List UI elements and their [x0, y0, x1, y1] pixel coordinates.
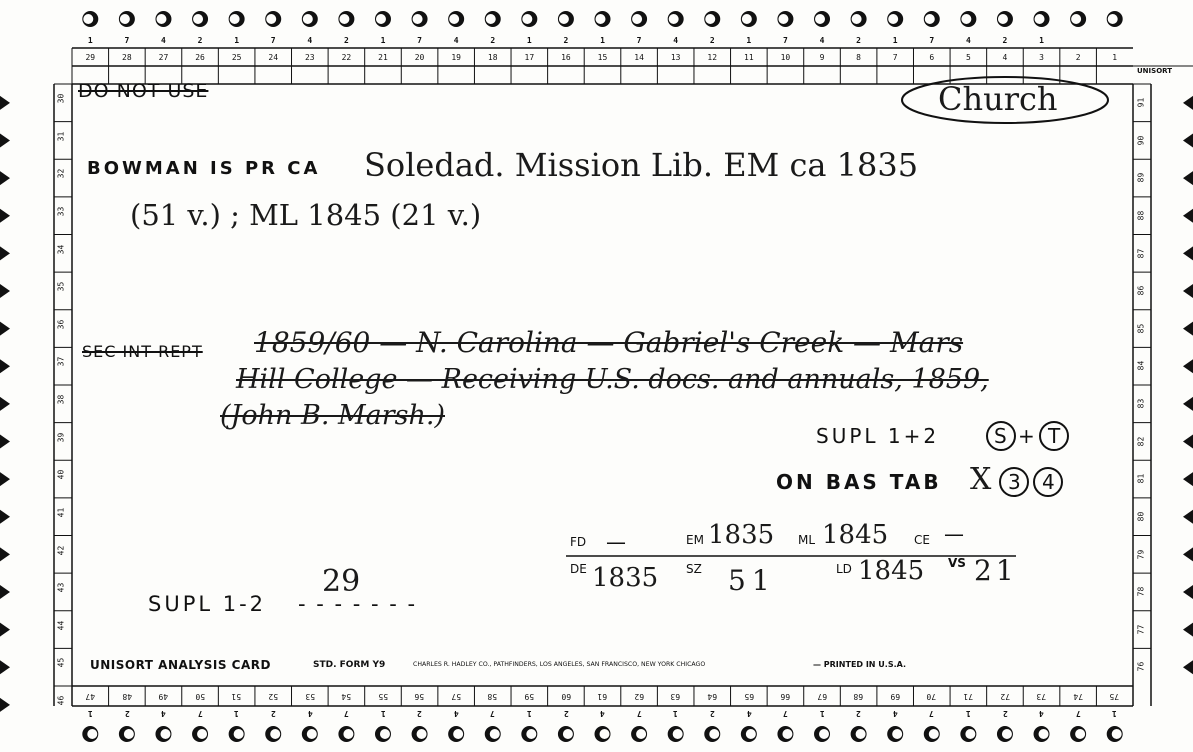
category-label: Church: [938, 80, 1058, 118]
top-punch-hole-center: [888, 14, 898, 24]
bottom-code: 7: [197, 709, 203, 718]
bottom-code: 1: [87, 709, 93, 718]
de-value: 1835: [592, 563, 659, 593]
top-code: 4: [307, 36, 313, 45]
bottom-code: 1: [673, 709, 679, 718]
top-code: 7: [124, 36, 130, 45]
bottom-code: 7: [1075, 709, 1081, 718]
left-number: 35: [56, 281, 66, 292]
top-punch-hole-center: [669, 14, 679, 24]
bottom-punch-hole-center: [124, 729, 134, 739]
top-number: 25: [231, 53, 242, 62]
top-number: 12: [707, 53, 718, 62]
top-punch-hole-center: [376, 14, 386, 24]
right-notch-icon: [1183, 510, 1193, 524]
bottom-code: 7: [343, 709, 349, 718]
top-code: 1: [380, 36, 386, 45]
bottom-number: 75: [1109, 692, 1120, 701]
bottom-code: 1: [526, 709, 532, 718]
bottom-number: 67: [817, 692, 827, 701]
top-punch-hole-center: [230, 14, 240, 24]
right-number: 77: [1136, 624, 1146, 635]
vs-value: 21: [974, 554, 1018, 587]
top-punch-hole-center: [1108, 14, 1118, 24]
bottom-punch-hole-center: [490, 729, 500, 739]
top-code: 7: [417, 36, 422, 45]
top-number: 2: [1075, 53, 1081, 62]
bottom-punch-hole-center: [929, 729, 939, 739]
left-notch-icon: [0, 171, 10, 185]
bottom-punch-hole-center: [600, 729, 610, 739]
left-notch-icon: [0, 322, 10, 336]
right-notch-icon: [1183, 397, 1193, 411]
bottom-number: 49: [158, 692, 169, 701]
top-code: 2: [856, 36, 861, 45]
top-punch-hole-center: [449, 14, 459, 24]
right-notch-icon: [1183, 246, 1193, 260]
left-notch-icon: [0, 660, 10, 674]
ml-value: 1845: [822, 520, 889, 550]
bottom-punch-hole-center: [526, 729, 536, 739]
bottom-number: 48: [122, 692, 132, 701]
bottom-number: 59: [524, 692, 535, 701]
bottom-number: 62: [634, 692, 644, 701]
supl-1-2-label: SUPL 1-2: [148, 592, 267, 616]
top-punch-hole-center: [303, 14, 313, 24]
top-number: 26: [195, 53, 205, 62]
sec-line-3: (John B. Marsh.): [220, 400, 445, 431]
bottom-code: 1: [965, 709, 971, 718]
bottom-code: 4: [746, 709, 752, 718]
bottom-number: 53: [304, 692, 315, 701]
bottom-punch-hole-center: [307, 729, 317, 739]
unisort-side-label: UNISORT: [1137, 67, 1172, 75]
bottom-punch-hole-center: [234, 729, 244, 739]
top-code: 1: [526, 36, 532, 45]
right-notch-icon: [1183, 623, 1193, 637]
top-code: 1: [746, 36, 752, 45]
left-notch-icon: [0, 359, 10, 373]
bottom-punch-hole-center: [1002, 729, 1012, 739]
do-not-use-label: DO NOT USE: [78, 80, 209, 102]
top-number: 18: [487, 53, 498, 62]
right-number: 81: [1136, 473, 1146, 484]
bottom-number: 55: [378, 692, 388, 701]
supl-1-2-value: 29: [322, 564, 361, 599]
right-notch-icon: [1183, 434, 1193, 448]
top-number: 23: [304, 53, 315, 62]
top-number: 14: [634, 53, 644, 62]
right-number: 85: [1136, 323, 1146, 334]
right-notch-icon: [1183, 171, 1193, 185]
tab-3: 3: [1008, 470, 1021, 494]
ml-label: ML: [798, 533, 816, 547]
top-code: 2: [1002, 36, 1008, 45]
ce-label: CE: [914, 533, 930, 547]
right-notch-icon: [1183, 322, 1193, 336]
top-code: 4: [819, 36, 825, 45]
bottom-number: 64: [707, 692, 718, 701]
right-notch-icon: [1183, 133, 1193, 147]
bottom-code: 2: [417, 709, 422, 718]
bottom-punch-hole-center: [417, 729, 427, 739]
sec-line-2: Hill College — Receiving U.S. docs. and annuals, 1859,: [236, 364, 989, 395]
right-number: 89: [1136, 172, 1146, 183]
right-number: 80: [1136, 511, 1146, 522]
bottom-punch-hole-center: [892, 729, 902, 739]
left-notch-icon: [0, 284, 10, 298]
bottom-number: 73: [1036, 692, 1047, 701]
top-number: 5: [965, 53, 971, 62]
right-number: 84: [1136, 361, 1146, 371]
bottom-number: 72: [1000, 692, 1010, 701]
top-code: 4: [673, 36, 679, 45]
top-number: 16: [561, 53, 571, 62]
footer-maker: CHARLES R. HADLEY CO., PATHFINDERS, LOS ANGELES, SAN FRANCISCO, NEW YORK CHICAGO: [413, 661, 706, 668]
top-punch-hole-center: [413, 14, 423, 24]
bottom-punch-hole-center: [1075, 729, 1085, 739]
em-label: EM: [686, 533, 704, 547]
fd-dash: —: [606, 530, 626, 554]
top-code: 7: [270, 36, 276, 45]
top-number: 19: [451, 53, 461, 62]
top-code: 4: [161, 36, 166, 45]
left-number: 39: [56, 432, 66, 442]
fd-label: FD: [570, 535, 587, 549]
right-notch-icon: [1183, 472, 1193, 486]
top-number: 24: [268, 53, 279, 62]
top-number: 6: [929, 53, 935, 62]
bottom-number: 47: [85, 692, 96, 701]
top-punch-hole-center: [193, 14, 203, 24]
bottom-number: 70: [926, 692, 937, 701]
top-code: 4: [965, 36, 971, 45]
bottom-number: 74: [1073, 692, 1083, 701]
left-number: 45: [56, 658, 66, 668]
right-number: 86: [1136, 285, 1146, 296]
bottom-code: 4: [161, 709, 166, 718]
right-number: 90: [1136, 135, 1146, 145]
right-notch-icon: [1183, 96, 1193, 110]
top-number: 11: [744, 53, 754, 62]
left-notch-icon: [0, 96, 10, 110]
left-notch-icon: [0, 133, 10, 147]
bottom-code: 7: [783, 709, 788, 718]
bottom-punch-hole-center: [709, 729, 719, 739]
bottom-code: 2: [124, 709, 130, 718]
bottom-punch-hole-center: [819, 729, 829, 739]
left-notch-icon: [0, 510, 10, 524]
top-number: 7: [892, 53, 898, 62]
right-number: 87: [1136, 248, 1146, 258]
top-number: 29: [85, 53, 96, 62]
bottom-number: 61: [597, 692, 608, 701]
bottom-code: 4: [453, 709, 459, 718]
sz-value: 51: [728, 564, 776, 597]
top-number: 28: [122, 53, 132, 62]
left-number: 30: [56, 93, 66, 104]
bottom-code: 7: [929, 709, 935, 718]
left-notch-icon: [0, 547, 10, 561]
top-code: 2: [563, 36, 569, 45]
left-notch-icon: [0, 397, 10, 411]
top-punch-hole-center: [596, 14, 606, 24]
left-number: 44: [56, 620, 66, 631]
holding-line-2: (51 v.) ; ML 1845 (21 v.): [130, 198, 482, 232]
footer-printed: — PRINTED IN U.S.A.: [813, 660, 906, 669]
top-punch-hole-center: [632, 14, 642, 24]
top-number: 1: [1112, 53, 1118, 62]
bottom-number: 58: [487, 692, 498, 701]
bottom-code: 4: [307, 709, 313, 718]
top-punch-hole-center: [522, 14, 532, 24]
bottom-punch-hole-center: [563, 729, 573, 739]
bottom-punch-hole-center: [746, 729, 756, 739]
bottom-number: 63: [670, 692, 681, 701]
right-number: 78: [1136, 586, 1146, 597]
vs-label: VS: [948, 556, 966, 570]
top-number: 17: [524, 53, 535, 62]
bottom-punch-hole-center: [453, 729, 463, 739]
bottom-number: 54: [341, 692, 352, 701]
bottom-punch-hole-center: [965, 729, 975, 739]
top-code: 7: [783, 36, 788, 45]
left-number: 41: [56, 507, 66, 518]
top-number: 3: [1039, 53, 1044, 62]
de-label: DE: [570, 562, 587, 576]
left-number: 32: [56, 168, 66, 179]
bottom-number: 50: [195, 692, 205, 701]
bottom-number: 65: [744, 692, 754, 701]
holding-line-1: Soledad. Mission Lib. EM ca 1835: [364, 146, 919, 184]
bottom-number: 60: [561, 692, 571, 701]
left-number: 33: [56, 206, 66, 217]
on-bas-tab-label: ON BAS TAB: [776, 470, 942, 494]
top-number: 4: [1002, 53, 1008, 62]
top-number: 22: [341, 53, 352, 62]
typed-heading: BOWMAN IS PR CA: [87, 158, 321, 179]
bottom-punch-hole-center: [87, 729, 97, 739]
bottom-punch-hole-center: [270, 729, 280, 739]
top-code: 4: [453, 36, 459, 45]
top-punch-hole-center: [1071, 14, 1081, 24]
top-number: 21: [378, 53, 388, 62]
top-punch-hole-center: [559, 14, 569, 24]
bottom-punch-hole-center: [197, 729, 207, 739]
top-number: 8: [856, 53, 861, 62]
top-punch-hole-center: [742, 14, 752, 24]
right-notch-icon: [1183, 585, 1193, 599]
bottom-number: 69: [890, 692, 900, 701]
top-number: 9: [819, 53, 825, 62]
left-notch-icon: [0, 623, 10, 637]
left-number: 36: [56, 319, 66, 330]
bottom-punch-hole-center: [856, 729, 866, 739]
bottom-code: 4: [600, 709, 605, 718]
top-number: 20: [414, 53, 425, 62]
top-punch-hole-center: [961, 14, 971, 24]
bottom-code: 2: [563, 709, 569, 718]
top-punch-hole-center: [925, 14, 935, 24]
left-notch-icon: [0, 209, 10, 223]
bottom-number: 57: [451, 692, 461, 701]
ld-label: LD: [836, 562, 852, 576]
top-code: 1: [234, 36, 240, 45]
bottom-number: 71: [963, 692, 974, 701]
top-punch-hole-center: [339, 14, 349, 24]
top-number: 15: [597, 53, 608, 62]
top-punch-hole-center: [852, 14, 862, 24]
right-number: 83: [1136, 398, 1146, 409]
sz-label: SZ: [686, 562, 702, 576]
bottom-punch-hole-center: [380, 729, 390, 739]
top-number: 13: [670, 53, 681, 62]
top-number: 10: [780, 53, 791, 62]
supl-plus: +: [1018, 424, 1035, 448]
bottom-punch-hole-center: [782, 729, 792, 739]
bottom-code: 2: [856, 709, 861, 718]
supl-s: S: [994, 424, 1007, 448]
bottom-number: 68: [853, 692, 864, 701]
bottom-code: 2: [270, 709, 276, 718]
top-code: 2: [197, 36, 203, 45]
top-code: 1: [600, 36, 605, 45]
top-code: 7: [929, 36, 935, 45]
top-punch-hole-center: [1035, 14, 1045, 24]
left-notch-icon: [0, 585, 10, 599]
bottom-punch-hole-center: [1112, 729, 1122, 739]
left-notch-icon: [0, 434, 10, 448]
bottom-code: 2: [709, 709, 715, 718]
left-number: 37: [56, 357, 66, 367]
sec-int-rept-typed: SEC INT REPT: [82, 342, 203, 361]
top-punch-hole-center: [266, 14, 276, 24]
right-number: 91: [1136, 97, 1146, 108]
bottom-punch-hole-center: [636, 729, 646, 739]
em-value: 1835: [708, 520, 775, 550]
bottom-number: 51: [231, 692, 242, 701]
left-notch-icon: [0, 472, 10, 486]
right-notch-icon: [1183, 359, 1193, 373]
top-punch-hole-center: [83, 14, 93, 24]
bottom-code: 7: [636, 709, 642, 718]
right-number: 82: [1136, 436, 1146, 446]
ce-dash: —: [944, 522, 964, 546]
left-number: 31: [56, 131, 66, 141]
left-number: 43: [56, 582, 66, 593]
bottom-code: 1: [234, 709, 240, 718]
bottom-punch-hole-center: [673, 729, 683, 739]
bottom-punch-hole-center: [343, 729, 353, 739]
top-punch-hole-center: [815, 14, 825, 24]
bottom-code: 1: [819, 709, 825, 718]
left-number: 42: [56, 545, 66, 555]
right-notch-icon: [1183, 547, 1193, 561]
left-number: 46: [56, 695, 66, 706]
left-number: 34: [56, 244, 66, 254]
top-code: 2: [490, 36, 496, 45]
ld-value: 1845: [858, 556, 925, 586]
bottom-number: 56: [414, 692, 425, 701]
top-punch-hole-center: [156, 14, 166, 24]
tab-x: X: [970, 462, 992, 497]
left-notch-icon: [0, 246, 10, 260]
supl-s-t-label: SUPL 1+2: [816, 424, 940, 448]
top-punch-hole-center: [120, 14, 130, 24]
top-code: 1: [1039, 36, 1044, 45]
bottom-code: 2: [1002, 709, 1008, 718]
bottom-punch-hole-center: [1039, 729, 1049, 739]
left-notch-icon: [0, 698, 10, 712]
top-punch-hole-center: [705, 14, 715, 24]
top-code: 1: [892, 36, 898, 45]
top-punch-hole-center: [778, 14, 788, 24]
right-number: 76: [1136, 662, 1146, 672]
footer-title: UNISORT ANALYSIS CARD: [90, 658, 271, 672]
bottom-code: 1: [380, 709, 386, 718]
right-notch-icon: [1183, 209, 1193, 223]
right-number: 88: [1136, 210, 1146, 221]
top-code: 2: [343, 36, 349, 45]
left-number: 40: [56, 469, 66, 480]
bottom-code: 7: [490, 709, 496, 718]
bottom-code: 1: [1112, 709, 1118, 718]
left-number: 38: [56, 394, 66, 405]
footer-form: STD. FORM Y9: [313, 660, 386, 670]
top-code: 7: [636, 36, 642, 45]
top-number: 27: [158, 53, 169, 62]
bottom-number: 66: [780, 692, 791, 701]
right-number: 79: [1136, 549, 1146, 559]
bottom-number: 52: [268, 692, 279, 701]
top-code: 1: [87, 36, 93, 45]
supl-t: T: [1048, 424, 1061, 448]
right-notch-icon: [1183, 660, 1193, 674]
bottom-code: 4: [892, 709, 898, 718]
top-code: 2: [709, 36, 715, 45]
supl-1-2-blank: - - - - - - -: [298, 592, 418, 616]
bottom-code: 4: [1039, 709, 1044, 718]
right-notch-icon: [1183, 284, 1193, 298]
sec-line-1: 1859/60 — N. Carolina — Gabriel's Creek — Mars: [254, 326, 964, 359]
top-punch-hole-center: [486, 14, 496, 24]
tab-4: 4: [1042, 470, 1055, 494]
bottom-punch-hole-center: [160, 729, 170, 739]
top-punch-hole-center: [998, 14, 1008, 24]
